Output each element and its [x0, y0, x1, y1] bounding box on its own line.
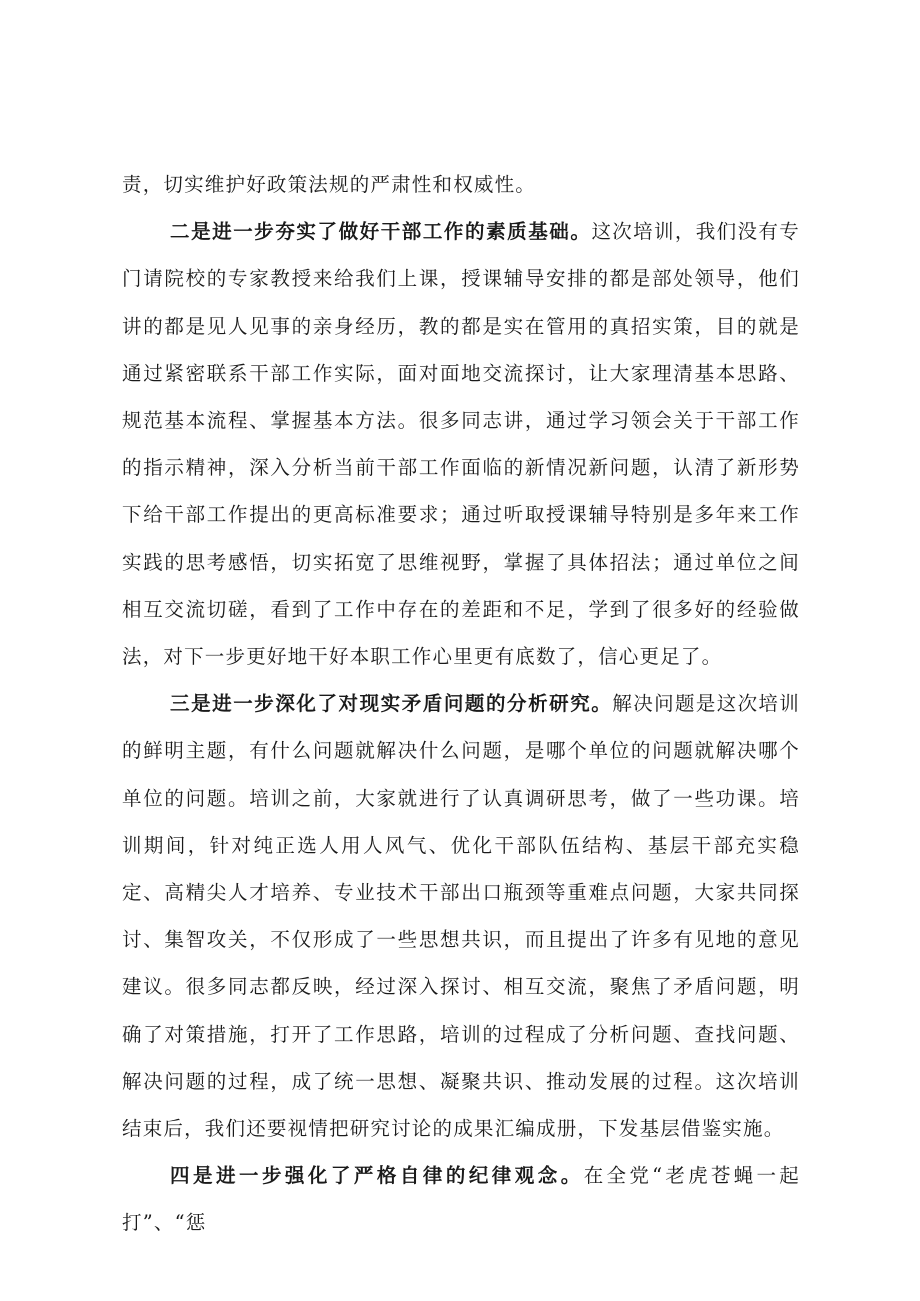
paragraph-text: 解决问题是这次培训的鲜明主题，有什么问题就解决什么问题，是哪个单位的问题就解决哪个单位的问题。培训之前，大家就进行了认真调研思考，做了一些功课。培训期间，针对纯正选人用人风气、优化干部队伍结构、基层干部充实稳定、高精尖人才培养、专业技术干部出口瓶颈等重难点问题，大家共同探讨、集智攻关，不仅形成了一些思想共识，而且提出了许多有见地的意见建议。很多同志都反映，经过深入探讨、相互交流，聚焦了矛盾问题，明确了对策措施，打开了工作思路，培训的过程成了分析问题、查找问题、解决问题的过程，成了统一思想、凝聚共识、推动发展的过程。这次培训结束后，我们还要视情把研究讨论的成果汇编成册，下发基层借鉴实施。: [122, 692, 800, 1141]
paragraph-lead-heading: 三是进一步深化了对现实矛盾问题的分析研究。: [170, 692, 613, 716]
paragraph-text: 责，切实维护好政策法规的严肃性和权威性。: [122, 173, 537, 196]
paragraph-lead-heading: 二是进一步夯实了做好干部工作的素质基础。: [170, 220, 592, 244]
paragraph-text: 这次培训，我们没有专门请院校的专家教授来给我们上课，授课辅导安排的都是部处领导，他们讲的都是见人见事的亲身经历，教的都是实在管用的真招实策，目的就是通过紧密联系干部工作实际，面对面地交流探讨，让大家理清基本思路、规范基本流程、掌握基本方法。很多同志讲，通过学习领会关于干部工作的指示精神，深入分析当前干部工作面临的新情况新问题，认清了新形势下给干部工作提出的更高标准要求；通过听取授课辅导特别是多年来工作实践的思考感悟，切实拓宽了思维视野，掌握了具体招法；通过单位之间相互交流切磋，看到了工作中存在的差距和不足，学到了很多好的经验做法，对下一步更好地干好本职工作心里更有底数了，信心更足了。: [122, 220, 800, 669]
paragraph-point-two: [122, 208, 800, 680]
paragraph-point-three: [122, 680, 800, 1152]
paragraph-continuation: [122, 161, 800, 208]
paragraph-text: 在全党“老虎苍蝇一起打”、“惩: [122, 1164, 800, 1235]
document-body: [122, 161, 800, 1247]
paragraph-point-four: [122, 1152, 800, 1246]
paragraph-lead-heading: 四是进一步强化了严格自律的纪律观念。: [170, 1164, 584, 1188]
